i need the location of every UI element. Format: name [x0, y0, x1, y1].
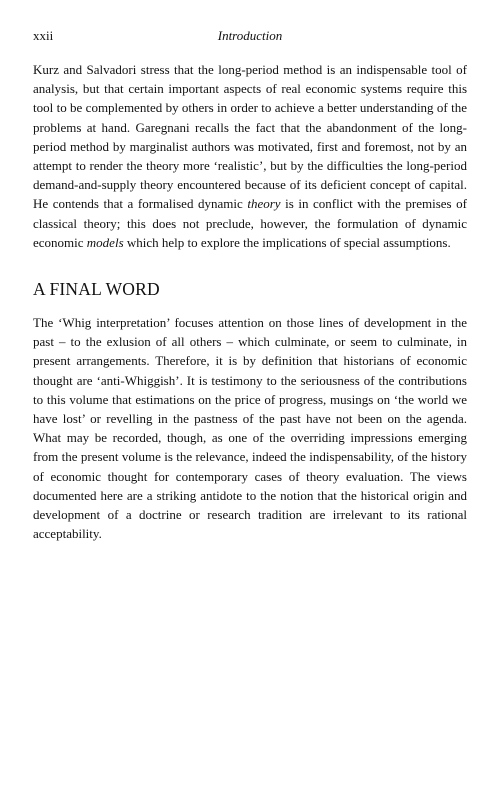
paragraph-text-segment: Kurz and Salvadori stress that the long-period method is an indispensable tool of analysis, but that certain important aspects of real economic systems require this tool to be complemented by others in order to achieve a better understanding of the problems at hand. Garegnani recalls the fact that the abandonment of the long-period method by marginalist authors was motivated, first and foremost, not by an attempt to render the theory more ‘realistic’, but by the difficulties the long-period demand-and-supply theory encountered because of its deficient concept of capital. He contends that a formalised dynamic: [33, 62, 467, 212]
body-paragraph: [33, 313, 467, 543]
running-head-title: Introduction: [217, 28, 283, 43]
section-heading: A FINAL WORD: [33, 279, 160, 299]
emphasized-word: models: [86, 234, 124, 250]
running-head: [33, 28, 467, 48]
page-number: xxii: [33, 28, 54, 43]
emphasized-word: theory: [247, 196, 281, 212]
paragraph-text: The ‘Whig interpretation’ focuses attention on those lines of development in the past – to the exlusion of all others – which culminate, or seem to culminate, in present arrangements. Therefore, it is by definition that historians of economic thought are ‘anti-Whiggish’. It is testimony to the seriousness of the contributions to this volume that estimations on the price of progress, musings on ‘the world we have lost’ or revelling in the pastness of the past have not been on the agenda. What may be recorded, though, as one of the overriding impressions emerging from the present volume is the relevance, indeed the indispensability, of the history of economic thought for contemporary cases of theory evaluation. The views documented here are a striking antidote to the notion that the historical origin and development of a doctrine or research tradition are irrelevant to its rational acceptability.: [33, 315, 467, 542]
paragraph-text-segment: which help to explore the implications of special assumptions.: [123, 234, 451, 250]
paragraph-text: [33, 60, 467, 252]
paragraph-text-segment: is in conflict with the premises of classical theory; this does not preclude, however, the formulation of dynamic economic: [33, 196, 467, 250]
body-paragraph: [33, 60, 467, 252]
